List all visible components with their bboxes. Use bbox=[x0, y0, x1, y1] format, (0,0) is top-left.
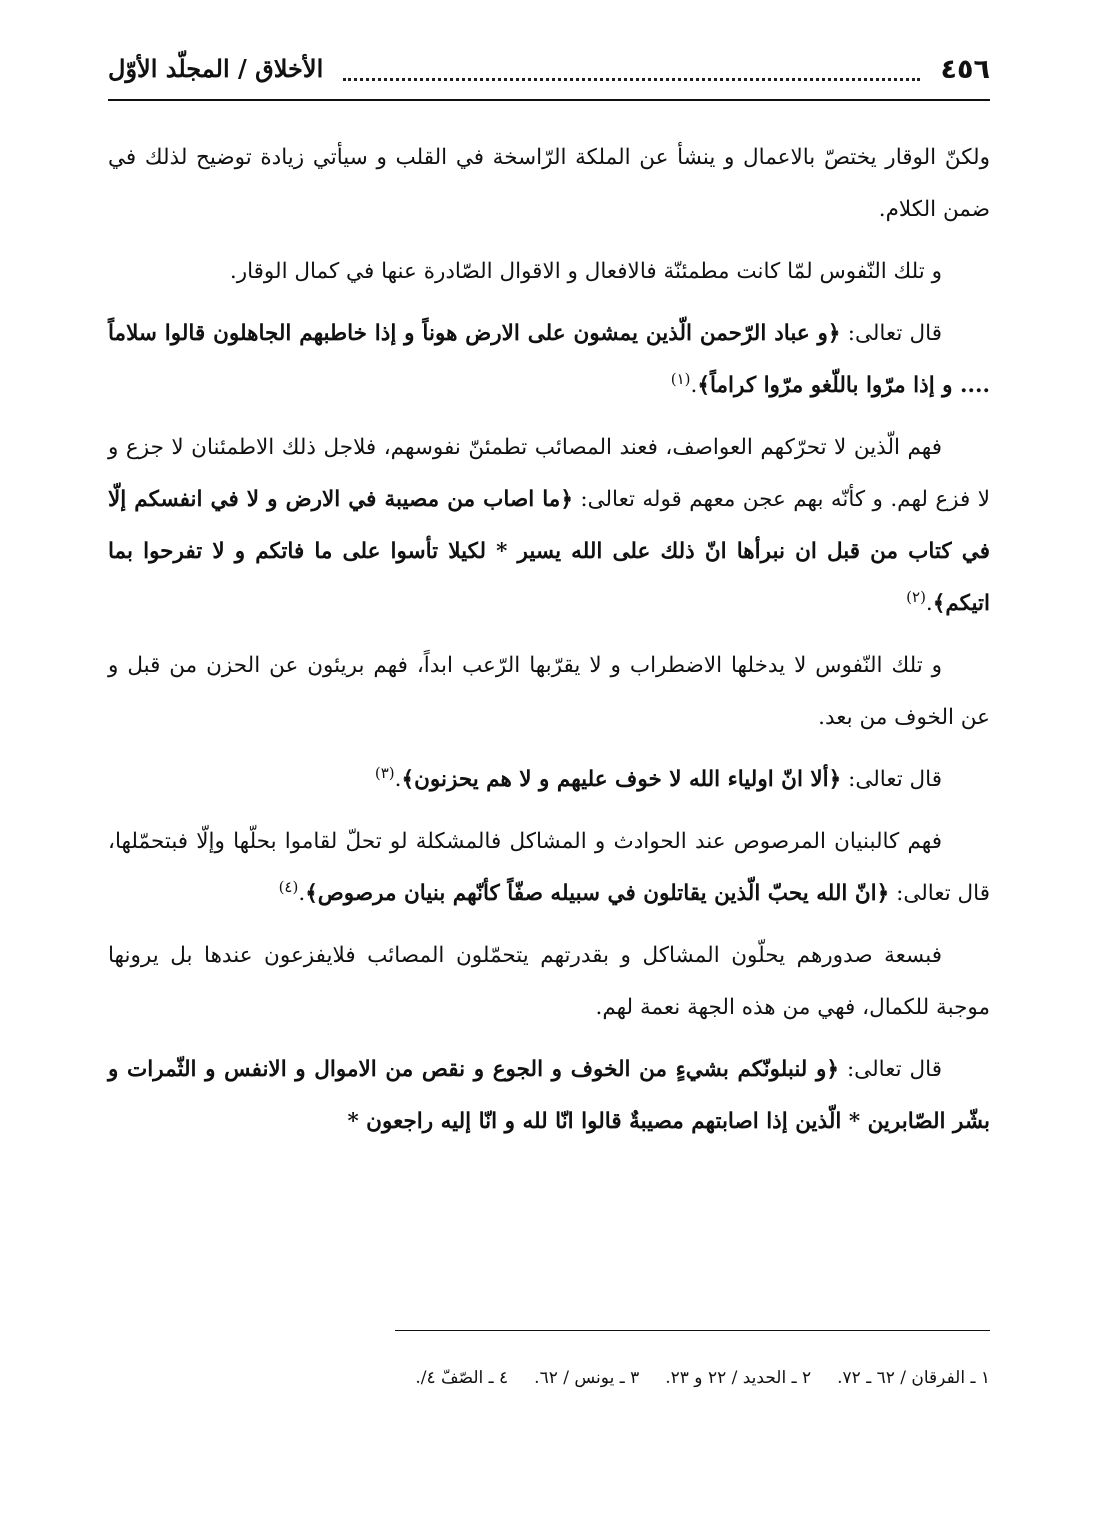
footnote-item: ٣ ـ يونس / ٦٢. bbox=[534, 1368, 640, 1388]
footnotes bbox=[150, 1368, 990, 1388]
page-number: ٤٥٦ bbox=[940, 54, 990, 85]
paragraph-text: . bbox=[690, 373, 698, 398]
header-rule bbox=[108, 99, 990, 101]
paragraph-text: . bbox=[394, 767, 402, 792]
paragraph-p4 bbox=[108, 422, 990, 630]
paragraph-text: . bbox=[298, 881, 306, 906]
paragraph-p9 bbox=[108, 1044, 990, 1148]
paragraph-text: . bbox=[925, 591, 933, 616]
paragraph-text: قال تعالى: bbox=[841, 767, 942, 792]
header-dot-leader bbox=[343, 70, 920, 81]
quran-quote: ﴿انّ الله يحبّ الّذين يقاتلون في سبيله صفّاً كأنّهم بنيان مرصوص﴾ bbox=[305, 881, 890, 906]
paragraph-p7 bbox=[108, 816, 990, 920]
paragraph-text: فبسعة صدورهم يحلّون المشاكل و بقدرتهم يتحمّلون المصائب فلايفزعون عندها بل يرونها موجبة للكمال، فهي من هذه الجهة نعمة لهم. bbox=[108, 943, 990, 1020]
running-title: الأخلاق / المجلّد الأوّل bbox=[108, 54, 324, 83]
paragraph-p1 bbox=[108, 132, 990, 236]
paragraph-p6 bbox=[108, 754, 990, 806]
page-header bbox=[108, 50, 990, 100]
paragraph-p8 bbox=[108, 930, 990, 1034]
paragraph-text: فهم الّذين لا تحرّكهم العواصف، فعند المصائب تطمئنّ نفوسهم، فلاجل ذلك الاطمئنان لا جزع و لا فزع لهم. و كأنّه بهم عجن معهم قوله تعالى: bbox=[108, 435, 990, 512]
quran-quote: ﴿ما اصاب من مصيبة في الارض و لا في انفسكم إلّا في كتاب من قبل ان نبرأها انّ ذلك على الله يسير * لكيلا تأسوا على ما فاتكم و لا تفرحوا بما اتيكم﴾ bbox=[108, 487, 990, 616]
footnote-reference: (٢) bbox=[906, 587, 926, 606]
paragraph-text: قال تعالى: bbox=[838, 1057, 942, 1082]
quran-quote: ﴿ألا انّ اولياء الله لا خوف عليهم و لا هم يحزنون﴾ bbox=[401, 767, 842, 792]
quran-quote: ﴿و عباد الرّحمن الّذين يمشون على الارض هوناً و إذا خاطبهم الجاهلون قالوا سلاماً .... و إذا مرّوا باللّغو مرّوا كراماً﴾ bbox=[108, 321, 990, 398]
paragraph-p5 bbox=[108, 640, 990, 744]
footnote-item: ٢ ـ الحديد / ٢٢ و ٢٣. bbox=[665, 1368, 812, 1388]
paragraph-text: و تلك النّفوس لا يدخلها الاضطراب و لا يقرّبها الرّعب ابداً، فهم بريئون عن الحزن من قبل و عن الخوف من بعد. bbox=[108, 653, 990, 730]
footnote-reference: (٤) bbox=[278, 877, 299, 896]
body-text bbox=[108, 132, 990, 1158]
quran-quote: ﴿و لنبلونّكم بشيءٍ من الخوف و الجوع و نقص من الاموال و الانفس و الثّمرات و بشّر الصّابرين * الّذين إذا اصابتهم مصيبةٌ قالوا انّا لله و انّا إليه راجعون * bbox=[108, 1057, 990, 1134]
footnote-reference: (١) bbox=[670, 369, 691, 388]
footnote-rule bbox=[395, 1330, 990, 1331]
footnote-item: ٤ ـ الصّفّ ٤/. bbox=[415, 1368, 509, 1388]
paragraph-text: فهم كالبنيان المرصوص عند الحوادث و المشاكل فالمشكلة لو تحلّ لقاموا بحلّها وإلّا فبتحمّلها، قال تعالى: bbox=[108, 829, 990, 906]
paragraph-text: و تلك النّفوس لمّا كانت مطمئنّة فالافعال و الاقوال الصّادرة عنها في كمال الوقار. bbox=[229, 259, 942, 284]
paragraph-p2 bbox=[108, 246, 990, 298]
paragraph-text: قال تعالى: bbox=[840, 321, 942, 346]
paragraph-p3 bbox=[108, 308, 990, 412]
footnote-reference: (٣) bbox=[374, 763, 395, 782]
footnote-item: ١ ـ الفرقان / ٦٢ ـ ٧٢. bbox=[837, 1368, 990, 1388]
paragraph-text: ولكنّ الوقار يختصّ بالاعمال و ينشأ عن الملكة الرّاسخة في القلب و سيأتي زيادة توضيح لذلك في ضمن الكلام. bbox=[108, 145, 990, 222]
